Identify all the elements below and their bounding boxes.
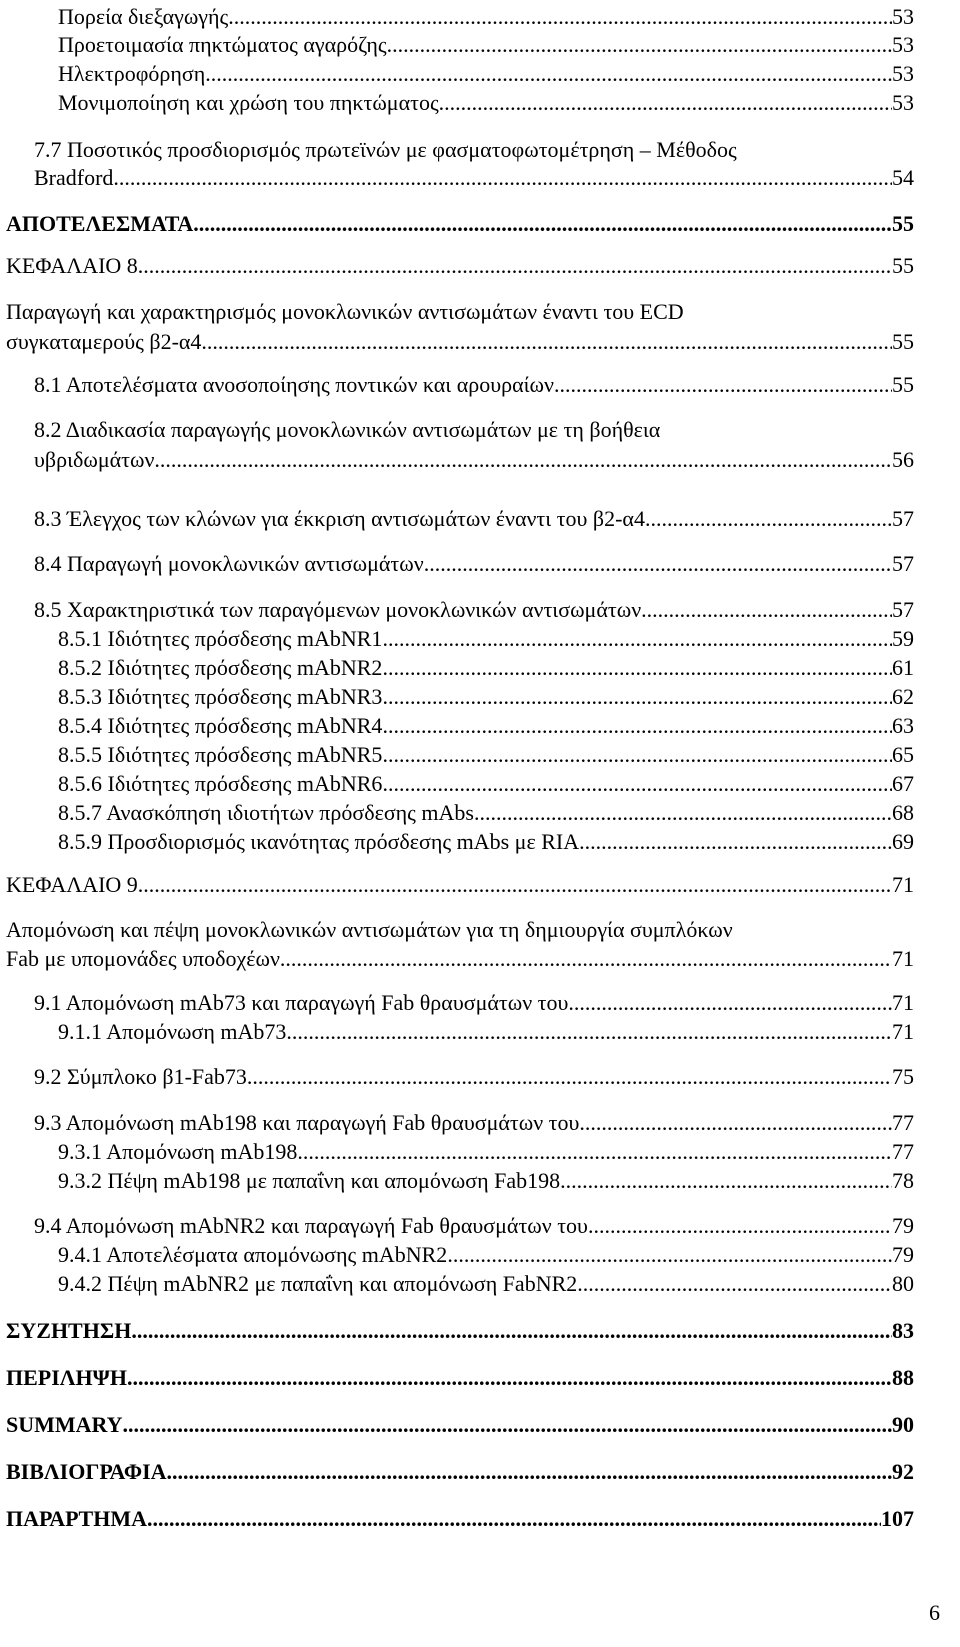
toc-entry[interactable] [6, 253, 914, 279]
toc-entry-page: 75 [892, 1064, 914, 1089]
toc-entry-page: 53 [892, 32, 914, 57]
toc-entry-page: 55 [892, 253, 914, 278]
toc-entry-page: 83 [892, 1318, 914, 1343]
toc-entry-page: 68 [892, 800, 914, 825]
toc-entry-page: 59 [892, 626, 914, 651]
toc-entry-title-line1: 8.2 Διαδικασία παραγωγής μονοκλωνικών αντισωμάτων με τη βοήθεια [34, 417, 661, 442]
toc-entry-page: 55 [892, 372, 914, 397]
toc-entry-title: ΚΕΦΑΛΑΙΟ 8 [6, 253, 138, 278]
toc-entry-page: 90 [892, 1412, 914, 1437]
toc-entry-page: 71 [892, 946, 914, 971]
toc-entry-title: 8.5.4 Ιδιότητες πρόσδεσης mAbNR4 [58, 713, 383, 738]
toc-entry[interactable] [34, 990, 914, 1016]
toc-entry-title: 8.5.9 Προσδιορισμός ικανότητας πρόσδεσης mAbs με RIA [58, 829, 580, 854]
toc-entry-page: 78 [892, 1168, 914, 1193]
toc-entry[interactable] [34, 372, 914, 398]
toc-entry[interactable] [58, 655, 914, 681]
toc-entry-title: Bradford [34, 165, 114, 190]
toc-entry-title: ΠΕΡΙΛΗΨΗ [6, 1365, 127, 1390]
toc-entry-page: 88 [892, 1365, 914, 1390]
toc-entry-page: 53 [892, 4, 914, 29]
toc-entry[interactable] [34, 506, 914, 532]
toc-entry-title: 8.1 Αποτελέσματα ανοσοποίησης ποντικών και αρουραίων [34, 372, 554, 397]
toc-entry[interactable] [6, 1365, 914, 1391]
toc-entry-page: 79 [892, 1213, 914, 1238]
toc-entry-page: 107 [881, 1506, 914, 1531]
toc-entry-page: 77 [892, 1110, 914, 1135]
toc-entry-title: ΠΑΡΑΡΤΗΜΑ [6, 1506, 147, 1531]
toc-entry-title: 8.5.5 Ιδιότητες πρόσδεσης mAbNR5 [58, 742, 383, 767]
toc-entry-title: 9.1 Απομόνωση mAb73 και παραγωγή Fab θραυσμάτων του [34, 990, 569, 1015]
toc-entry-title: Πορεία διεξαγωγής [58, 4, 229, 29]
toc-entry[interactable] [58, 771, 914, 797]
toc-entry-page: 55 [892, 211, 914, 236]
toc-entry[interactable] [58, 800, 914, 826]
toc-entry-title: 8.5.2 Ιδιότητες πρόσδεσης mAbNR2 [58, 655, 383, 680]
toc-entry-page: 54 [892, 165, 914, 190]
toc-entry-page: 62 [892, 684, 914, 709]
toc-entry-title: ΒΙΒΛΙΟΓΡΑΦΙΑ [6, 1459, 167, 1484]
toc-entry-title: ΑΠΟΤΕΛΕΣΜΑΤΑ [6, 211, 194, 236]
toc-entry[interactable] [58, 1242, 914, 1268]
toc-entry-title: 9.2 Σύμπλοκο β1-Fab73 [34, 1064, 247, 1089]
toc-entry-title: 8.5.3 Ιδιότητες πρόσδεσης mAbNR3 [58, 684, 383, 709]
toc-entry[interactable] [58, 626, 914, 652]
toc-entry-title: 8.5 Χαρακτηριστικά των παραγόμενων μονοκλωνικών αντισωμάτων [34, 597, 642, 622]
toc-entry-title: 8.5.1 Ιδιότητες πρόσδεσης mAbNR1 [58, 626, 383, 651]
toc-entry-page: 69 [892, 829, 914, 854]
toc-entry[interactable] [34, 137, 914, 191]
toc-entry-title: Ηλεκτροφόρηση [58, 61, 206, 86]
toc-entry[interactable] [34, 1213, 914, 1239]
toc-entry[interactable] [6, 917, 914, 972]
toc-entry-title: 9.4.1 Αποτελέσματα απομόνωσης mAbNR2 [58, 1242, 448, 1267]
toc-entry-title: 9.4.2 Πέψη mAbNR2 με παπαΐνη και απομόνωση FabNR2 [58, 1271, 578, 1296]
toc-entry-page: 92 [892, 1459, 914, 1484]
toc-entry-title: 9.3.1 Απομόνωση mAb198 [58, 1139, 298, 1164]
toc-entry-title: 8.3 Έλεγχος των κλώνων για έκκριση αντισωμάτων έναντι του β2-α4 [34, 506, 645, 531]
page-number: 6 [929, 1600, 940, 1625]
toc-entry-page: 65 [892, 742, 914, 767]
toc-entry[interactable] [58, 1019, 914, 1045]
toc-entry-page: 57 [892, 551, 914, 576]
toc-entry[interactable] [34, 551, 914, 577]
toc-entry-page: 53 [892, 90, 914, 115]
toc-entry-page: 71 [892, 872, 914, 897]
toc-entry-page: 61 [892, 655, 914, 680]
toc-entry[interactable] [58, 61, 914, 87]
toc-entry[interactable] [6, 1506, 914, 1532]
toc-entry-title: 8.4 Παραγωγή μονοκλωνικών αντισωμάτων [34, 551, 424, 576]
toc-entry[interactable] [58, 1139, 914, 1165]
toc-entry-page: 67 [892, 771, 914, 796]
toc-entry-title: υβριδωμάτων [34, 447, 155, 472]
toc-entry-title-line1: 7.7 Ποσοτικός προσδιορισμός πρωτεϊνών με φασματοφωτομέτρηση – Μέθοδος [34, 137, 737, 162]
toc-entry-page: 57 [892, 597, 914, 622]
toc-entry[interactable] [34, 597, 914, 623]
toc-entry-title: SUMMARY [6, 1412, 123, 1437]
toc-entry[interactable] [58, 4, 914, 30]
toc-entry-page: 77 [892, 1139, 914, 1164]
toc-entry[interactable] [34, 1064, 914, 1090]
toc-entry[interactable] [58, 32, 914, 58]
toc-entry-page: 53 [892, 61, 914, 86]
toc-entry[interactable] [58, 713, 914, 739]
toc-entry-page: 79 [892, 1242, 914, 1267]
toc-entry[interactable] [58, 1271, 914, 1297]
toc-entry-page: 63 [892, 713, 914, 738]
toc-entry[interactable] [6, 1412, 914, 1438]
toc-entry-title: ΣΥΖΗΤΗΣΗ [6, 1318, 132, 1343]
toc-entry-title: 9.3 Απομόνωση mAb198 και παραγωγή Fab θραυσμάτων του [34, 1110, 580, 1135]
toc-entry-title-line1: Απομόνωση και πέψη μονοκλωνικών αντισωμάτων για τη δημιουργία συμπλόκων [6, 917, 733, 942]
toc-entry-page: 71 [892, 1019, 914, 1044]
toc-entry-title-line1: Παραγωγή και χαρακτηρισμός μονοκλωνικών αντισωμάτων έναντι του ECD [6, 299, 684, 324]
toc-entry[interactable] [58, 684, 914, 710]
toc-entry-title: ΚΕΦΑΛΑΙΟ 9 [6, 872, 138, 897]
toc-entry-title: 9.4 Απομόνωση mAbNR2 και παραγωγή Fab θραυσμάτων του [34, 1213, 588, 1238]
toc-entry[interactable] [34, 1110, 914, 1136]
toc-entry[interactable] [6, 299, 914, 355]
toc-entry[interactable] [6, 1459, 914, 1485]
toc-entry-title: Fab με υπομονάδες υποδοχέων [6, 946, 280, 971]
toc-entry-title: 9.3.2 Πέψη mAb198 με παπαΐνη και απομόνωση Fab198 [58, 1168, 561, 1193]
toc-entry[interactable] [58, 742, 914, 768]
toc-entry-title: 9.1.1 Απομόνωση mAb73 [58, 1019, 287, 1044]
toc-entry-title: Προετοιμασία πηκτώματος αγαρόζης [58, 32, 387, 57]
toc-entry[interactable] [6, 1318, 914, 1344]
toc-entry-page: 56 [892, 447, 914, 472]
toc-entry[interactable] [6, 872, 914, 898]
toc-entry[interactable] [58, 829, 914, 855]
toc-entry-page: 80 [892, 1271, 914, 1296]
toc-entry[interactable] [58, 1168, 914, 1194]
toc-entry-page: 55 [892, 329, 914, 354]
toc-entry-page: 57 [892, 506, 914, 531]
toc-entry-title: συγκαταμερούς β2-α4 [6, 329, 202, 354]
toc-entry-title: Μονιμοποίηση και χρώση του πηκτώματος [58, 90, 439, 115]
toc-entry-title: 8.5.6 Ιδιότητες πρόσδεσης mAbNR6 [58, 771, 383, 796]
toc-entry-page: 71 [892, 990, 914, 1015]
toc-entry-title: 8.5.7 Ανασκόπηση ιδιοτήτων πρόσδεσης mAbs [58, 800, 474, 825]
toc-entry[interactable] [58, 90, 914, 116]
toc-entry[interactable] [6, 211, 914, 237]
toc-entry[interactable] [34, 417, 914, 473]
